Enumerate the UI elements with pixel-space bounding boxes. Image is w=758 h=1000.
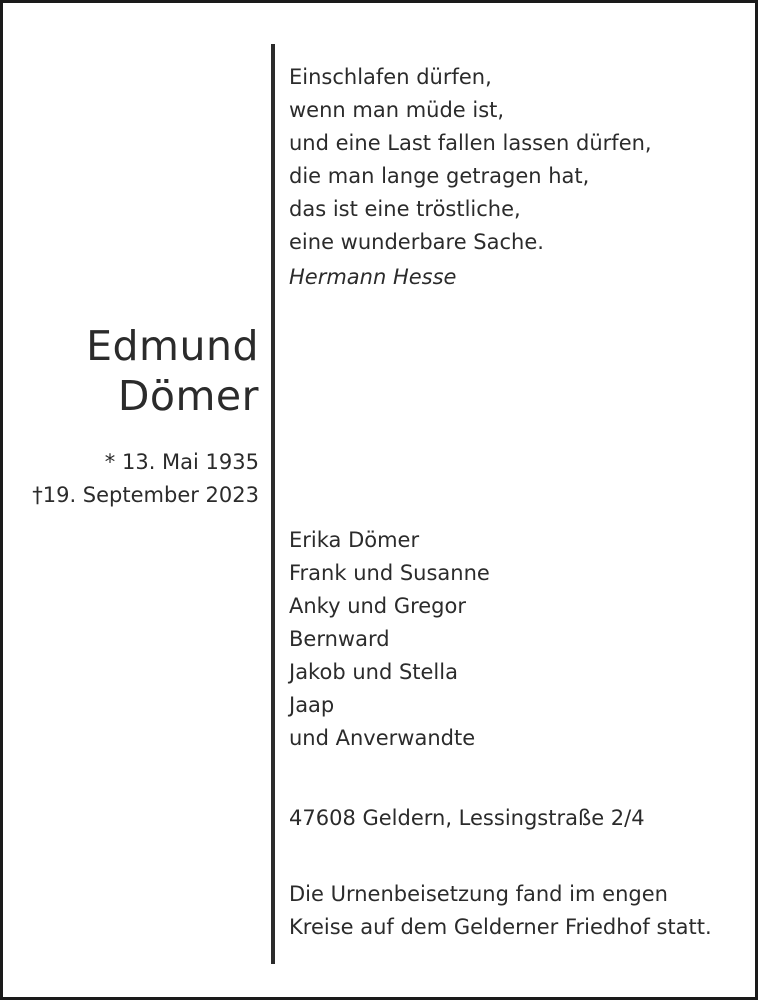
survivor-line: und Anverwandte xyxy=(289,726,476,750)
poem-line: die man lange getragen hat, xyxy=(289,164,590,188)
address-block xyxy=(289,802,729,835)
deceased-dates-block xyxy=(3,446,259,512)
death-date: †19. September 2023 xyxy=(32,483,259,507)
poem-block xyxy=(289,61,709,294)
birth-date: * 13. Mai 1935 xyxy=(104,450,259,474)
survivor-line: Bernward xyxy=(289,627,390,651)
deceased-last-name: Dömer xyxy=(117,372,259,420)
poem-line: wenn man müde ist, xyxy=(289,98,505,122)
survivor-line: Anky und Gregor xyxy=(289,594,466,618)
vertical-divider xyxy=(271,44,275,964)
survivor-line: Jakob und Stella xyxy=(289,660,458,684)
funeral-notice-line: Kreise auf dem Gelderner Friedhof statt. xyxy=(289,915,712,939)
obituary-inner xyxy=(3,3,755,997)
survivor-line: Jaap xyxy=(289,693,335,717)
poem-line: eine wunderbare Sache. xyxy=(289,230,544,254)
funeral-notice-block xyxy=(289,878,729,944)
poem-line: das ist eine tröstliche, xyxy=(289,197,521,221)
poem-line: und eine Last fallen lassen dürfen, xyxy=(289,131,652,155)
survivor-line: Erika Dömer xyxy=(289,528,420,552)
poem-line: Einschlafen dürfen, xyxy=(289,65,492,89)
survivors-block xyxy=(289,524,719,755)
deceased-first-name: Edmund xyxy=(86,322,259,370)
deceased-name-block xyxy=(3,321,259,421)
survivor-line: Frank und Susanne xyxy=(289,561,490,585)
poem-author: Hermann Hesse xyxy=(289,265,457,289)
address-line: 47608 Geldern, Lessingstraße 2/4 xyxy=(289,806,645,830)
funeral-notice-line: Die Urnenbeisetzung fand im engen xyxy=(289,882,668,906)
